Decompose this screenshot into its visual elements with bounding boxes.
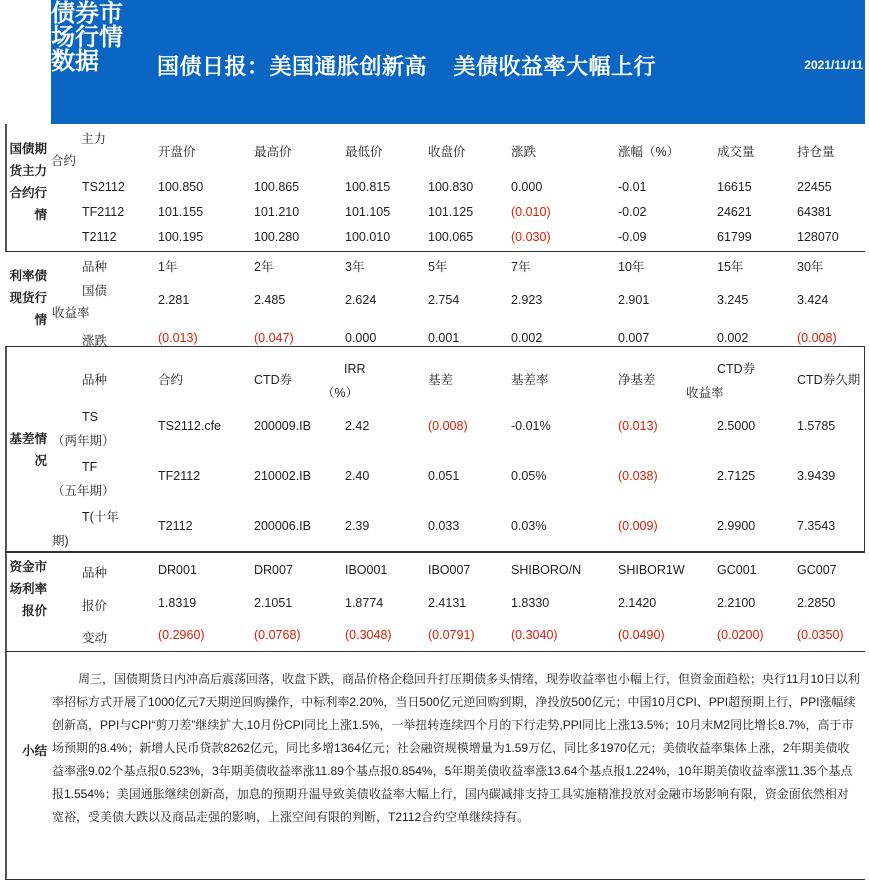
section-label-basis: 基差情况 [9, 432, 47, 468]
table-cell: (0.013) [618, 419, 658, 433]
table-cell: SHIBORO/N [511, 563, 582, 577]
table-cell: 7.3543 [797, 519, 836, 533]
table-cell: 2.4131 [428, 596, 467, 610]
table-cell: 200009.IB [254, 419, 311, 433]
table-cell: 64381 [797, 205, 832, 219]
table-header: 持仓量 [797, 145, 835, 159]
table-cell: 3.424 [797, 293, 829, 307]
table-cell: (0.008) [428, 419, 468, 433]
report-date: 2021/11/11 [804, 58, 863, 72]
table-cell: 0.002 [511, 331, 543, 345]
divider [5, 346, 865, 347]
table-cell: TF2112 [82, 205, 125, 219]
table-header: 3年 [345, 260, 365, 274]
table-header: 开盘价 [158, 145, 196, 159]
table-cell: 2.1051 [254, 596, 293, 610]
table-cell: 0.002 [717, 331, 749, 345]
table-cell: 100.195 [158, 230, 204, 244]
table-header: 7年 [511, 260, 531, 274]
table-cell: -0.02 [618, 205, 647, 219]
table-cell: IBO007 [428, 563, 471, 577]
table-header: CTD券 [254, 373, 293, 387]
table-header: 30年 [797, 260, 824, 274]
table-cell: (0.0768) [254, 628, 301, 642]
table-cell: (0.038) [618, 469, 658, 483]
table-cell: 0.007 [618, 331, 650, 345]
header-side-title: 债券市场行情数据 [51, 0, 123, 75]
table-cell: (0.2960) [158, 628, 205, 642]
table-header: 最低价 [345, 145, 383, 159]
table-cell: 0.05% [511, 469, 547, 483]
table-header: CTD券收益率 [686, 362, 756, 400]
table-cell: IBO001 [345, 563, 388, 577]
table-cell: 涨跌 [82, 334, 108, 348]
summary-paragraph: 周三，国债期货日内冲高后震荡回落，收盘下跌，商品价格企稳回升打压期债多头情绪，现券收益率也小幅上行，但资金面趋松；央行11月10日以利率招标方式开展了1000亿元7天期逆回购操作，中标利率2.20%，当日500亿元逆回购到期，净投放500亿元；中国10月CPI、PPI超预期上行，PPI涨幅续创新高，PPI与CPI“剪刀差”继续扩大,10月份CPI同比上涨1.5%，一举扭转连续四个月的下行走势,PPI同比上涨13.5%；10月末M2同比增长8.7%，高于市场预期的8.4%；新增人民币贷款8262亿元，同比多增1364亿元；社会融资规模增量为1.59万亿，同比多1970亿元；美债收益率集体上涨，2年期美债收益率涨9.02个基点报0.523%，3年期美债收益率涨11.89个基点报0.854%，5年期美债收益率涨13.64个基点报1.224%，10年期美债收益率涨11.35个基点报1.554%；美国通胀继续创新高，加息的预期升温导致美债收益率大幅上行，国内碳减排支持工具实施精准投放对金融市场影响有限，资金面依然相对宽裕，受美债大跌以及商品走强的影响，上涨空间有限的判断，T2112合约空单继续持有。 [52, 672, 860, 824]
table-cell: (0.0350) [797, 628, 844, 642]
table-header: 涨跌 [511, 145, 537, 159]
table-header: IRR（%） [322, 362, 366, 400]
table-header: 基差 [428, 373, 454, 387]
divider [5, 651, 865, 652]
table-cell: (0.0490) [618, 628, 665, 642]
table-header: 2年 [254, 260, 274, 274]
table-cell: TF（五年期） [52, 460, 115, 498]
table-cell: 0.03% [511, 519, 547, 533]
table-header: 15年 [717, 260, 744, 274]
table-header: 品种 [82, 260, 108, 274]
divider [5, 551, 865, 553]
table-cell: 100.280 [254, 230, 300, 244]
table-cell: (0.0200) [717, 628, 764, 642]
table-cell: TF2112 [158, 469, 201, 483]
table-cell: 2.2100 [717, 596, 756, 610]
table-cell: 2.1420 [618, 596, 657, 610]
table-cell: (0.009) [618, 519, 658, 533]
table-header: CTD券久期 [797, 373, 861, 387]
table-cell: -0.09 [618, 230, 647, 244]
table-cell: (0.030) [511, 230, 551, 244]
table-cell: 2.485 [254, 293, 286, 307]
table-header: 5年 [428, 260, 448, 274]
section-label-yields: 利率债现货行情 [9, 269, 47, 327]
table-cell: 国债收益率 [52, 284, 108, 320]
table-cell: TS（两年期） [52, 410, 115, 448]
table-cell: 1.8774 [345, 596, 384, 610]
table-cell: GC007 [797, 563, 837, 577]
table-cell: 3.245 [717, 293, 749, 307]
table-header: 合约 [158, 373, 184, 387]
table-cell: 100.815 [345, 180, 391, 194]
table-header: 涨幅（%） [618, 145, 680, 159]
table-cell: 101.155 [158, 205, 204, 219]
table-cell: 0.000 [511, 180, 543, 194]
table-cell: (0.008) [797, 331, 837, 345]
table-cell: 0.001 [428, 331, 460, 345]
table-cell: DR001 [158, 563, 197, 577]
table-cell: 2.923 [511, 293, 543, 307]
table-header: 品种 [82, 373, 108, 387]
table-header: 10年 [618, 260, 645, 274]
table-cell: 128070 [797, 230, 839, 244]
table-cell: 100.850 [158, 180, 204, 194]
table-cell: 100.010 [345, 230, 391, 244]
table-cell: (0.0791) [428, 628, 475, 642]
table-cell: 1.5785 [797, 419, 836, 433]
table-cell: 2.5000 [717, 419, 756, 433]
table-cell: SHIBOR1W [618, 563, 685, 577]
table-cell: 101.210 [254, 205, 300, 219]
table-cell: 0.033 [428, 519, 460, 533]
section-label-futures: 国债期货主力合约行情 [9, 142, 47, 222]
table-cell: TS2112 [82, 180, 125, 194]
divider [5, 879, 865, 880]
table-header: 净基差 [618, 373, 656, 387]
table-cell: 0.000 [345, 331, 377, 345]
section-label-summary: 小结 [21, 744, 47, 758]
table-cell: (0.3048) [345, 628, 392, 642]
right-border [864, 346, 865, 552]
table-cell: 2.9900 [717, 519, 756, 533]
table-cell: (0.047) [254, 331, 294, 345]
table-header: 1年 [158, 260, 178, 274]
report-header [51, 0, 865, 124]
table-header: 收盘价 [428, 145, 466, 159]
table-cell: DR007 [254, 563, 293, 577]
table-cell: T(十年期) [52, 510, 119, 548]
left-border [5, 652, 7, 880]
table-header: 基差率 [511, 373, 549, 387]
section-label-money: 资金市场利率报价 [9, 560, 47, 618]
table-cell: 101.105 [345, 205, 391, 219]
table-cell: 24621 [717, 205, 752, 219]
table-cell: 1.8319 [158, 596, 197, 610]
table-cell: 61799 [717, 230, 752, 244]
table-cell: 100.865 [254, 180, 300, 194]
divider [5, 251, 865, 252]
table-cell: T2112 [158, 519, 193, 533]
table-cell: 0.051 [428, 469, 460, 483]
table-cell: TS2112.cfe [158, 419, 222, 433]
table-cell: 2.281 [158, 293, 190, 307]
table-cell: 报价 [82, 599, 108, 613]
table-header: 成交量 [717, 145, 755, 159]
table-cell: 101.125 [428, 205, 474, 219]
table-cell: 200006.IB [254, 519, 311, 533]
table-cell: 2.901 [618, 293, 650, 307]
table-cell: 210002.IB [254, 469, 311, 483]
table-cell: 2.2850 [797, 596, 836, 610]
report-title: 国债日报：美国通胀创新高 美债收益率大幅上行 [157, 54, 656, 79]
table-cell: 16615 [717, 180, 752, 194]
table-cell: 品种 [82, 566, 108, 580]
table-cell: (0.3040) [511, 628, 558, 642]
table-cell: 2.42 [345, 419, 370, 433]
table-cell: (0.013) [158, 331, 198, 345]
table-cell: 2.39 [345, 519, 370, 533]
table-cell: 变动 [82, 631, 108, 645]
table-cell: -0.01% [511, 419, 551, 433]
table-cell: (0.010) [511, 205, 551, 219]
table-cell: 2.40 [345, 469, 370, 483]
table-cell: 3.9439 [797, 469, 836, 483]
table-header: 主力合约 [51, 132, 107, 168]
table-cell: 100.830 [428, 180, 474, 194]
table-cell: 2.624 [345, 293, 377, 307]
table-cell: 2.7125 [717, 469, 756, 483]
table-header: 最高价 [254, 145, 292, 159]
table-cell: T2112 [82, 230, 117, 244]
table-cell: 100.065 [428, 230, 474, 244]
table-cell: -0.01 [618, 180, 647, 194]
table-cell: 22455 [797, 180, 832, 194]
table-cell: 2.754 [428, 293, 460, 307]
table-cell: GC001 [717, 563, 757, 577]
table-cell: 1.8330 [511, 596, 550, 610]
